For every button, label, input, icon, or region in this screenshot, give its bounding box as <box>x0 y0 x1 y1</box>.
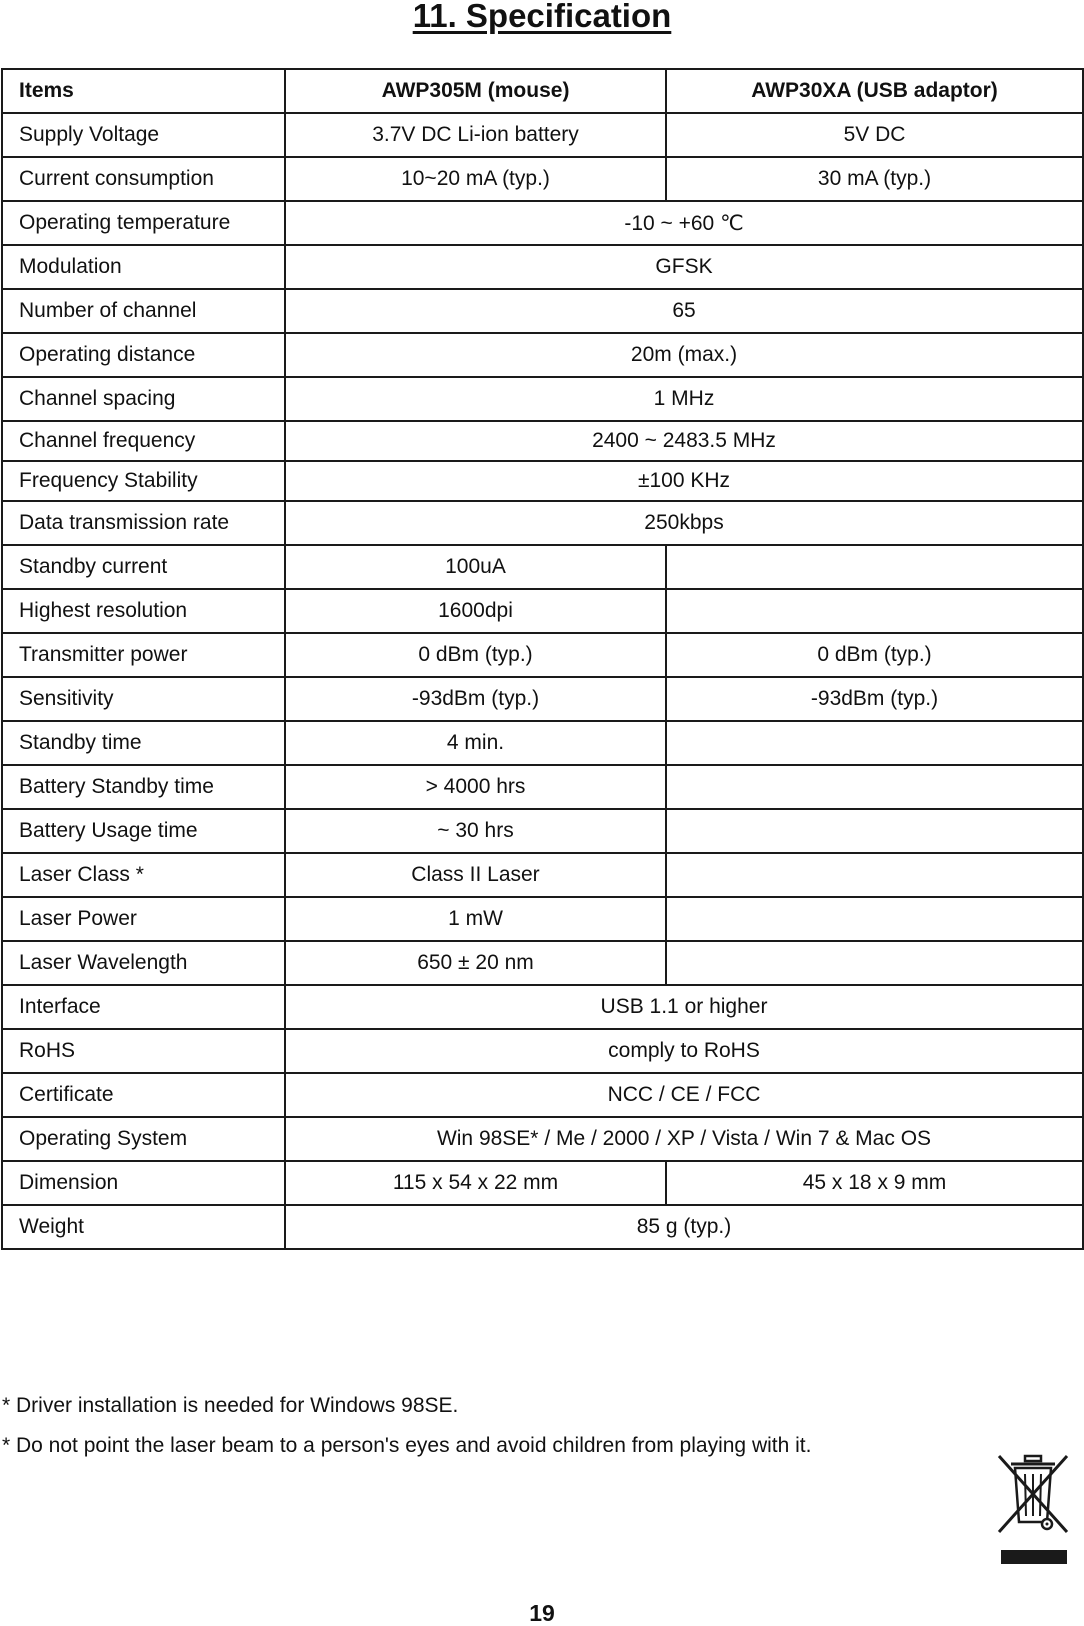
specification-table-body <box>2 69 1083 1249</box>
table-row <box>2 765 1083 809</box>
spec-mouse-value: Class II Laser <box>285 853 666 897</box>
spec-mouse-value: 650 ± 20 nm <box>285 941 666 985</box>
spec-shared-value: ±100 KHz <box>285 461 1083 501</box>
spec-item-label: Operating distance <box>2 333 285 377</box>
table-header-row <box>2 69 1083 113</box>
spec-mouse-value: 1600dpi <box>285 589 666 633</box>
table-row <box>2 1117 1083 1161</box>
spec-item-label: Sensitivity <box>2 677 285 721</box>
spec-item-label: Highest resolution <box>2 589 285 633</box>
spec-usb-value: 0 dBm (typ.) <box>666 633 1083 677</box>
spec-usb-value <box>666 545 1083 589</box>
spec-item-label: Certificate <box>2 1073 285 1117</box>
spec-shared-value: Win 98SE* / Me / 2000 / XP / Vista / Win 7 & Mac OS <box>285 1117 1083 1161</box>
spec-shared-value: USB 1.1 or higher <box>285 985 1083 1029</box>
table-row <box>2 633 1083 677</box>
page-title-text: 11. Specification <box>412 0 672 34</box>
spec-item-label: Channel spacing <box>2 377 285 421</box>
header-usb-adaptor: AWP30XA (USB adaptor) <box>666 69 1083 113</box>
spec-mouse-value: 1 mW <box>285 897 666 941</box>
specification-table <box>1 68 1084 1250</box>
spec-item-label: Laser Class * <box>2 853 285 897</box>
spec-item-label: Frequency Stability <box>2 461 285 501</box>
table-row <box>2 421 1083 461</box>
spec-usb-value: 30 mA (typ.) <box>666 157 1083 201</box>
table-row <box>2 545 1083 589</box>
table-row <box>2 1205 1083 1249</box>
spec-item-label: Supply Voltage <box>2 113 285 157</box>
spec-shared-value: 20m (max.) <box>285 333 1083 377</box>
spec-mouse-value: 100uA <box>285 545 666 589</box>
footnotes <box>2 1386 982 1466</box>
spec-item-label: Interface <box>2 985 285 1029</box>
spec-usb-value <box>666 809 1083 853</box>
spec-usb-value <box>666 853 1083 897</box>
table-row <box>2 245 1083 289</box>
spec-item-label: Battery Standby time <box>2 765 285 809</box>
table-row <box>2 897 1083 941</box>
footnote-laser-warning: * Do not point the laser beam to a person's eyes and avoid children from playing with it. <box>2 1434 812 1457</box>
spec-mouse-value: 115 x 54 x 22 mm <box>285 1161 666 1205</box>
spec-usb-value <box>666 941 1083 985</box>
spec-item-label: Transmitter power <box>2 633 285 677</box>
spec-mouse-value: 0 dBm (typ.) <box>285 633 666 677</box>
table-row <box>2 461 1083 501</box>
table-row <box>2 1073 1083 1117</box>
spec-item-label: Modulation <box>2 245 285 289</box>
footnote-driver: * Driver installation is needed for Windows 98SE. <box>2 1394 459 1417</box>
spec-item-label: Weight <box>2 1205 285 1249</box>
spec-item-label: Standby time <box>2 721 285 765</box>
spec-item-label: Laser Power <box>2 897 285 941</box>
spec-item-label: Operating System <box>2 1117 285 1161</box>
spec-item-label: Dimension <box>2 1161 285 1205</box>
spec-item-label: Battery Usage time <box>2 809 285 853</box>
spec-item-label: Number of channel <box>2 289 285 333</box>
table-row <box>2 289 1083 333</box>
spec-item-label: Current consumption <box>2 157 285 201</box>
spec-item-label: Standby current <box>2 545 285 589</box>
table-row <box>2 201 1083 245</box>
table-row <box>2 113 1083 157</box>
spec-mouse-value: ~ 30 hrs <box>285 809 666 853</box>
spec-shared-value: -10 ~ +60 ℃ <box>285 201 1083 245</box>
table-row <box>2 985 1083 1029</box>
table-row <box>2 1161 1083 1205</box>
table-row <box>2 501 1083 545</box>
spec-usb-value <box>666 589 1083 633</box>
spec-shared-value: 1 MHz <box>285 377 1083 421</box>
spec-usb-value <box>666 721 1083 765</box>
spec-shared-value: 65 <box>285 289 1083 333</box>
spec-mouse-value: 3.7V DC Li-ion battery <box>285 113 666 157</box>
spec-shared-value: 250kbps <box>285 501 1083 545</box>
spec-shared-value: NCC / CE / FCC <box>285 1073 1083 1117</box>
weee-crossed-bin-icon <box>993 1452 1073 1567</box>
page-title <box>0 0 1084 36</box>
spec-shared-value: 2400 ~ 2483.5 MHz <box>285 421 1083 461</box>
spec-shared-value: 85 g (typ.) <box>285 1205 1083 1249</box>
spec-usb-value <box>666 765 1083 809</box>
spec-mouse-value: -93dBm (typ.) <box>285 677 666 721</box>
spec-item-label: RoHS <box>2 1029 285 1073</box>
spec-item-label: Channel frequency <box>2 421 285 461</box>
table-row <box>2 809 1083 853</box>
spec-usb-value <box>666 897 1083 941</box>
spec-item-label: Data transmission rate <box>2 501 285 545</box>
spec-usb-value: -93dBm (typ.) <box>666 677 1083 721</box>
table-row <box>2 333 1083 377</box>
spec-shared-value: GFSK <box>285 245 1083 289</box>
table-row <box>2 157 1083 201</box>
table-row <box>2 677 1083 721</box>
header-items: Items <box>2 69 285 113</box>
header-mouse: AWP305M (mouse) <box>285 69 666 113</box>
table-row <box>2 377 1083 421</box>
spec-usb-value: 45 x 18 x 9 mm <box>666 1161 1083 1205</box>
spec-mouse-value: 10~20 mA (typ.) <box>285 157 666 201</box>
table-row <box>2 941 1083 985</box>
table-row <box>2 853 1083 897</box>
spec-item-label: Laser Wavelength <box>2 941 285 985</box>
spec-mouse-value: 4 min. <box>285 721 666 765</box>
spec-usb-value: 5V DC <box>666 113 1083 157</box>
table-row <box>2 1029 1083 1073</box>
table-row <box>2 721 1083 765</box>
page-number: 19 <box>529 1600 555 1626</box>
spec-shared-value: comply to RoHS <box>285 1029 1083 1073</box>
spec-item-label: Operating temperature <box>2 201 285 245</box>
table-row <box>2 589 1083 633</box>
spec-mouse-value: > 4000 hrs <box>285 765 666 809</box>
